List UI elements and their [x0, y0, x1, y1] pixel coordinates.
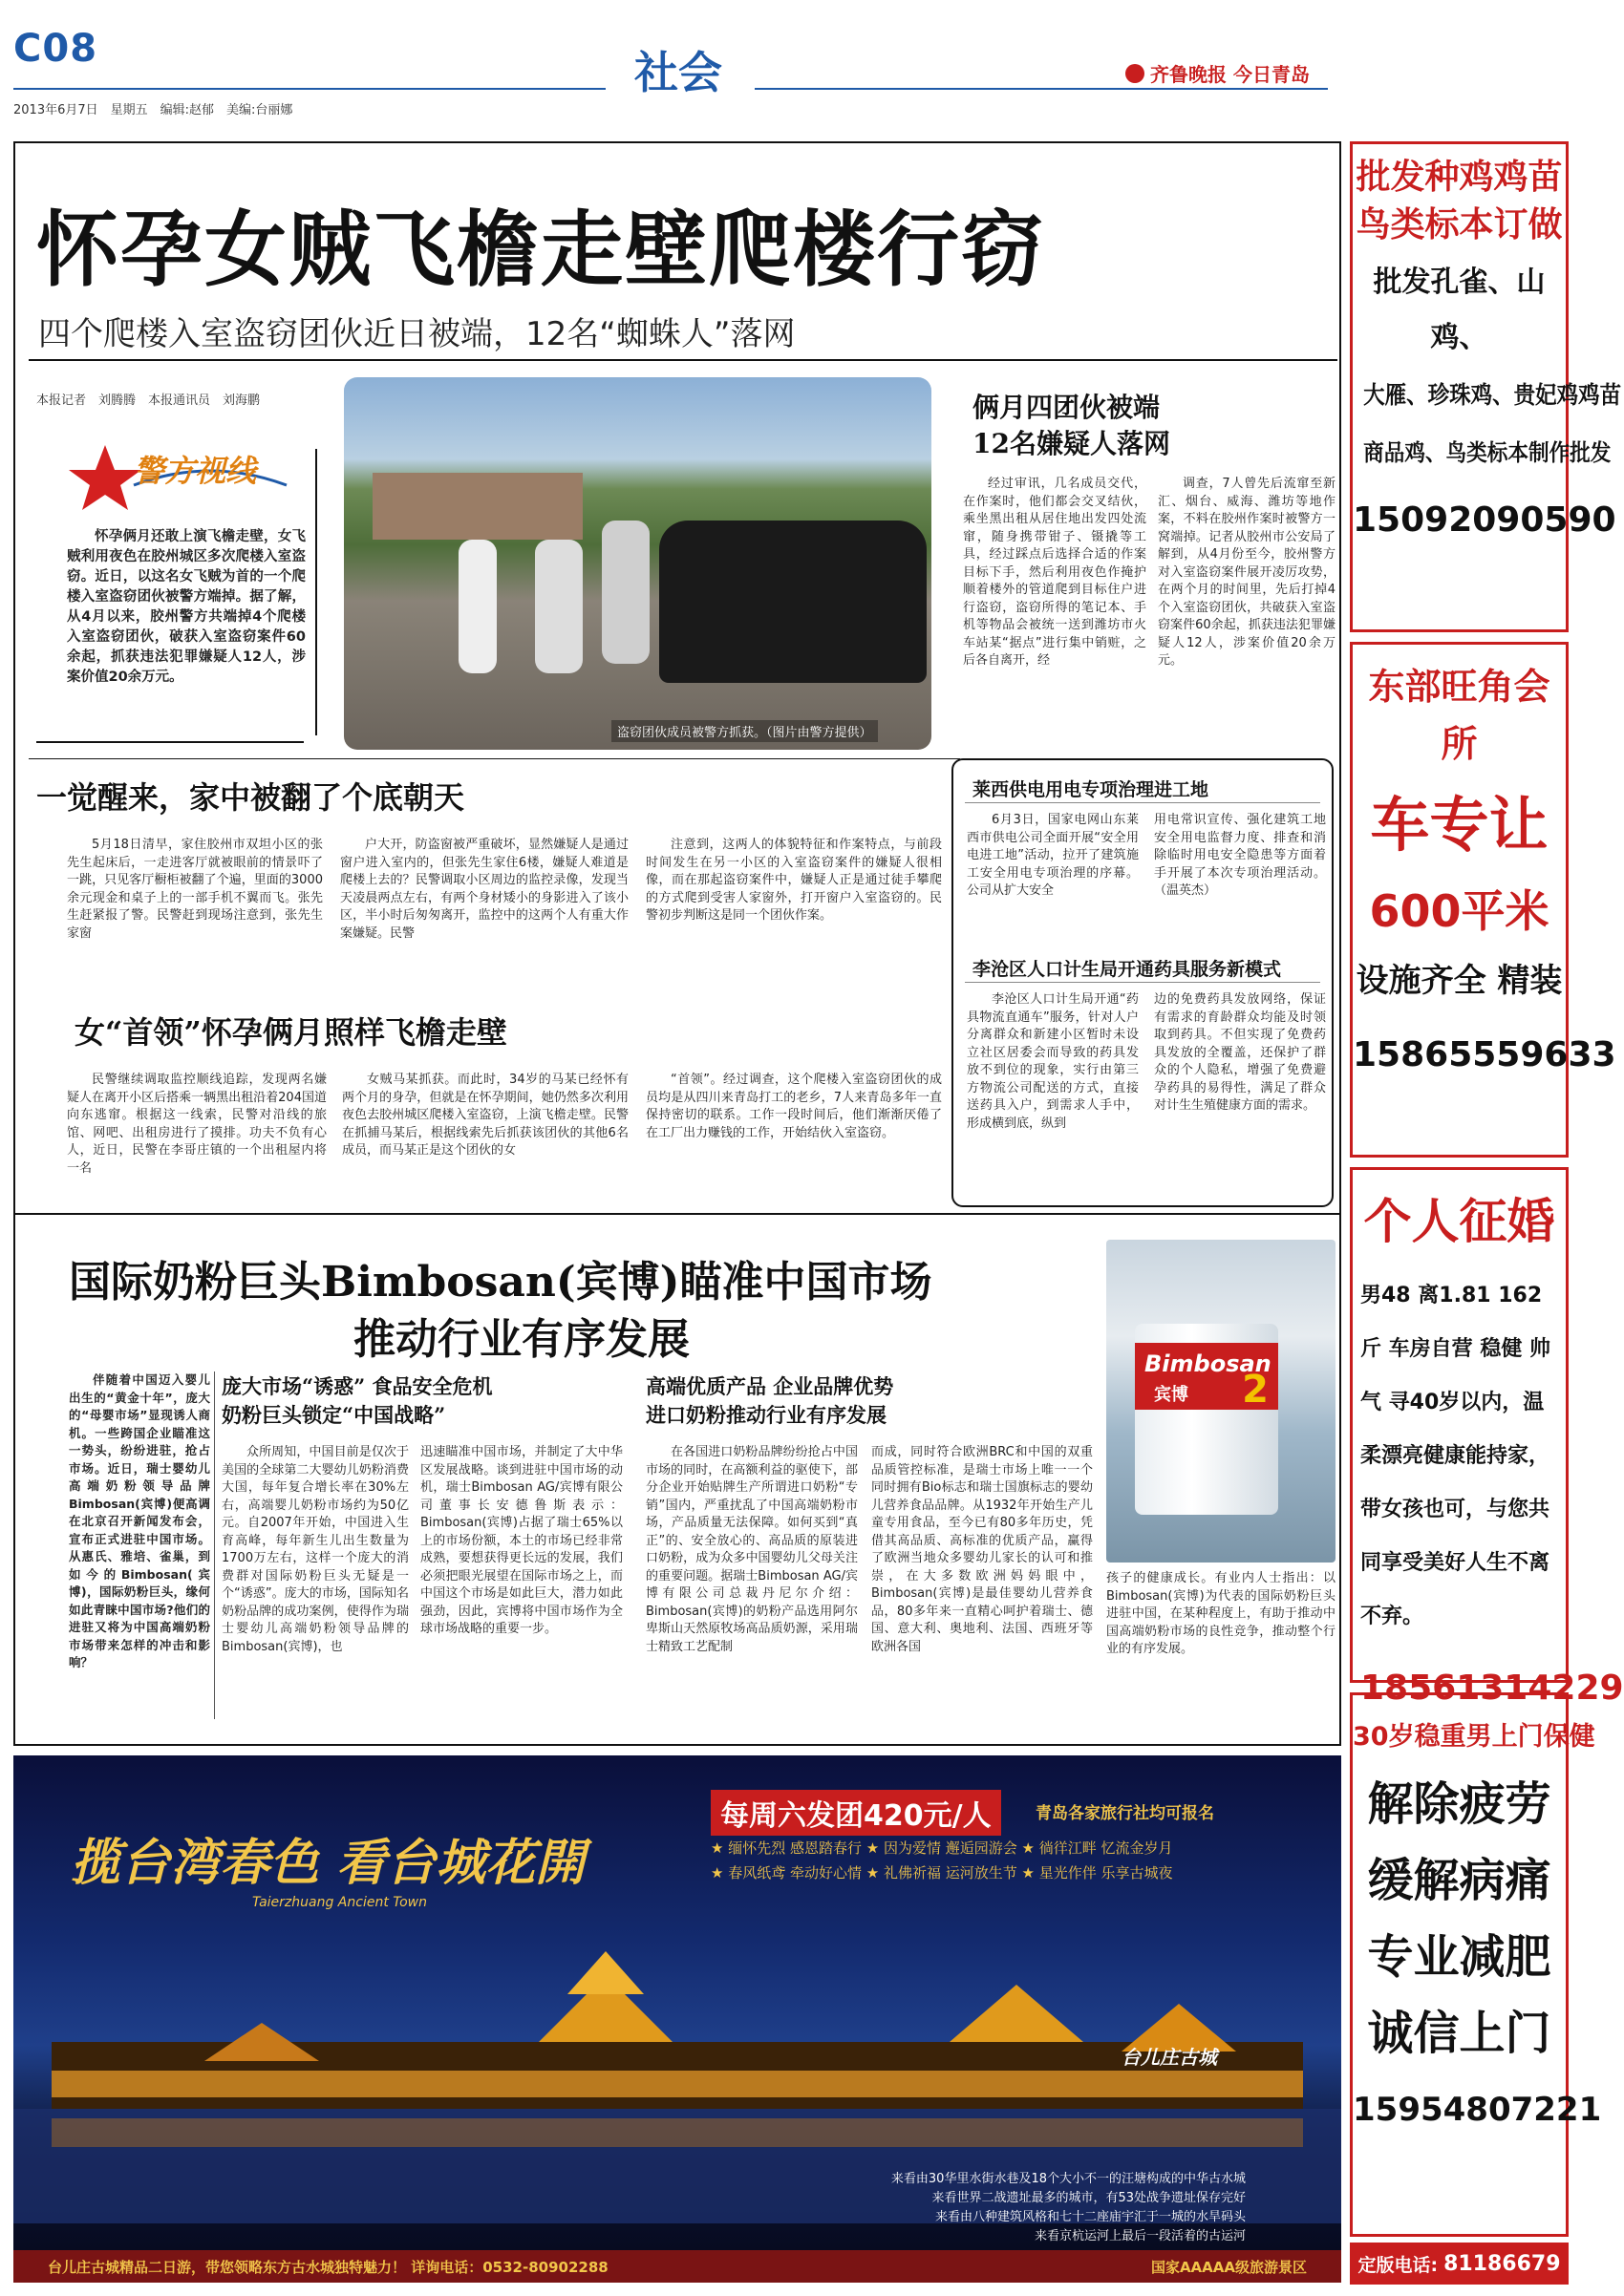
story2-sub2-col3: 孩子的健康成长。有业内人士指出：以Bimbosan(宾博)为代表的国际奶粉巨头进驻中国，在某种程度上，有助于推动中国高端奶粉市场的良性竞争，推动整个行业的有序发展。 — [1106, 1571, 1336, 1656]
brief1-title: 莱西供电用电专项治理进工地 — [972, 779, 1209, 800]
ad-marriage: 个人征婚 男48 离1.81 162斤 车房自营 稳健 帅气 寻40岁以内，温柔漂亮健康能持家，带女孩也可，与您共同享受美好人生不离不弃。 18561314229 — [1350, 1167, 1569, 1683]
police-view-logo: 警方视线 — [67, 437, 296, 514]
sub1-col3: 注意到，这两人的体貌特征和作案特点，与前段时间发生在另一小区的入室盗窃案件的嫌疑人很相像，而在那起盗窃案件中，嫌疑人正是通过徒手攀爬的方式爬到受害人家窗外，打开窗户入室盗窃的。民警初步判断这是同一个团伙作案。 — [646, 838, 942, 923]
brief1-col1: 6月3日，国家电网山东莱西市供电公司全面开展“安全用电进工地”活动，拉开了建筑施工安全用电专项治理的序幕。公司从扩大安全 — [967, 813, 1139, 898]
page-number: C08 — [13, 27, 98, 71]
story2-headline-2: 推动行业有序发展 — [353, 1315, 690, 1364]
side-title-1: 俩月四团伙被端 — [972, 392, 1161, 423]
side-title-2: 12名嫌疑人落网 — [972, 428, 1170, 459]
side-col-a: 经过审讯，几名成员交代，在作案时，他们都会交叉结伙，乘坐黑出租从居住地出发四处流窜，随身携带钳子、镊撬等工具，经过踩点后选择合适的作案目标下手，然后利用夜色作掩护顺着楼外的管道爬到目标住户进行盗窃，盗窃所得的笔记本、手机等物品会被统一送到潍坊市火车站某“据点”进行集中销赃，之后各自离开，经 — [963, 477, 1146, 668]
ad-massage: 30岁稳重男上门保健 解除疲劳 缓解病痛 专业减肥 诚信上门 15954807221 — [1350, 1692, 1569, 2237]
brief2-title: 李沧区人口计生局开通药具服务新模式 — [972, 959, 1282, 980]
brand-logo: 齐鲁晚报 今日青岛 — [1125, 59, 1310, 87]
story2-sub2b: 进口奶粉推动行业有序发展 — [646, 1403, 887, 1427]
brief2-col1: 李沧区人口计生局开通“药具物流直通车”服务，针对人户分离群众和新建小区暂时未设立社区居委会而导致的药具发放不到位的现象，实行由第三方物流公司配送的方式，直接送药具入户，到需求人手中，形成横到底，纵到 — [967, 992, 1139, 1131]
milk-can-photo — [1106, 1240, 1336, 1563]
story2-sub1-col2: 迅速瞄准中国市场，并制定了大中华区发展战略。谈到进驻中国市场的动机，瑞士Bimbosan AG/宾博有限公司董事长安德鲁斯表示：Bimbosan(宾博)占据了瑞士65%以上的市场份额，本土的市场已经非常成熟，要想获得更长远的发展，我们必须把眼光展望在国际市场之上，而中国这个市场是如此巨大，潜力如此强劲，因此，宾博将中国市场作为全球市场战略的重要一步。 — [420, 1445, 623, 1636]
ad-clubhouse: 东部旺角会所 车专让 600平米 设施齐全 精装 15865559633 — [1350, 642, 1569, 1158]
section-title: 社会 — [634, 47, 722, 98]
story2-sub1-col1: 众所周知，中国目前是仅次于美国的全球第二大婴幼儿奶粉消费大国，每年复合增长率在30%左右，高端婴儿奶粉市场约为50亿元。自2007年开始，中国进入生育高峰，每年新生儿出生数量为1700万左右，这样一个庞大的消费群对国际奶粉巨头无疑是一个“诱惑”。庞大的市场，国际知名奶粉品牌的成功案例，使得作为瑞士婴幼儿高端奶粉领导品牌的Bimbosan(宾博)，也 — [222, 1445, 409, 1654]
story2-sub1b: 奶粉巨头锁定“中国战略” — [222, 1403, 446, 1427]
sub2-col3: “首领”。经过调查，这个爬楼入室盗窃团伙的成员均是从四川来青岛打工的老乡，7人来青岛多年一直保持密切的联系。工作一段时间后，他们渐渐厌倦了在工厂出力赚钱的工作，开始结伙入室盗窃。 — [646, 1073, 942, 1140]
story1-lead: 怀孕俩月还敢上演飞檐走壁，女飞贼利用夜色在胶州城区多次爬楼入室盗窃。近日，以这名女飞贼为首的一个爬楼入室盗窃团伙被警方端掉。据了解，从4月以来，胶州警方共端掉4个爬楼入室盗窃团伙，破获入室盗窃案件60余起，抓获违法犯罪嫌疑人12人，涉案价值20余万元。 — [67, 529, 306, 685]
side-col-b: 调查，7人曾先后流窜至新汇、烟台、威海、潍坊等地作案，不料在胶州作案时被警方一窝端掉。记者从胶州市公安局了解到，从4月份至今，胶州警方对入室盗窃案件展开凌厉攻势，在两个月的时间里，先后打掉4个入室盗窃团伙，共破获入室盗窃案件60余起，抓获违法犯罪嫌疑人12人，涉案价值20余万元。 — [1158, 477, 1336, 668]
story1-subhead: 四个爬楼入室盗窃团伙近日被端，12名“蜘蛛人”落网 — [38, 315, 796, 353]
story2-headline-1: 国际奶粉巨头Bimbosan(宾博)瞄准中国市场 — [69, 1258, 932, 1307]
story2-sub2a: 高端优质产品 企业品牌优势 — [646, 1374, 894, 1398]
story2-sub2-col1: 在各国进口奶粉品牌纷纷抢占中国市场的同时，在高额利益的驱使下，部分企业开始贴牌生产所谓进口奶粉“专销”国内，严重扰乱了中国高端奶粉市场，产品质量无法保障。如何买到“真正”的、安全放心的、高品质的原装进口奶粉，成为众多中国婴幼儿父母关注的重要问题。据瑞士Bimbosan AG/宾博有限公司总裁丹尼尔介绍：Bimbosan(宾博)的奶粉产品选用阿尔卑斯山天然原牧场高品质奶源，采用瑞士精致工艺配制 — [646, 1445, 858, 1654]
sub2-col1: 民警继续调取监控顺线追踪，发现两名嫌疑人在离开小区后搭乘一辆黑出租沿着204国道向东逃窜。根据这一线索，民警对沿线的旅馆、网吧、出租房进行了摸排。功夫不负有心人，近日，民警在李哥庄镇的一个出租屋内将一名 — [67, 1073, 327, 1176]
fixed-phone-bar: 定版电话: 81186679 — [1350, 2243, 1569, 2285]
brief2-col2: 边的免费药具发放网络，保证有需求的育龄群众均能及时领取到药具。不但实现了免费药具发放的全覆盖，还保护了群众的个人隐私，增强了免费避孕药具的易得性，满足了群众对计生生殖健康方面的需求。 — [1154, 992, 1326, 1113]
sub1-col2: 户大开，防盗窗被严重破坏，显然嫌疑人是通过窗户进入室内的，但张先生家住6楼，嫌疑人难道是爬楼上去的？民警调取小区周边的监控录像，发现当天凌晨两点左右，有两个身材矮小的身影进入了该小区，半小时后匆匆离开，监控中的这两个人有重大作案嫌疑。民警 — [340, 838, 629, 941]
story2-lead: 伴随着中国迈入婴儿出生的“黄金十年”，庞大的“母婴市场”显现诱人商机。一些跨国企业瞄准这一势头，纷纷进驻，抢占市场。近日，瑞士婴幼儿高端奶粉领导品牌Bimbosan(宾博)便高调在北京召开新闻发布会，宣布正式进驻中国市场。从惠氏、雅培、雀巢，到如今的Bimbosan(宾博)，国际奶粉巨头，缘何如此青睐中国市场?他们的进驻又将为中国高端奶粉市场带来怎样的冲击和影响？ — [69, 1372, 210, 1669]
banner-footer: 台儿庄古城精品二日游，带您领略东方古水城独特魅力！ 详询电话：0532-80902288 国家AAAAA级旅游景区 — [13, 2250, 1341, 2283]
brand-circle-icon — [1125, 64, 1144, 83]
brief1-col2: 用电常识宣传、强化建筑工地安全用电监督力度、排查和消除临时用电安全隐患等方面着手开展了本次专项治理活动。（温英杰） — [1154, 813, 1326, 898]
story2-sub2-col2: 而成，同时符合欧洲BRC和中国的双重品质管控标准，是瑞士市场上唯一一个同时拥有Bio标志和瑞士国旗标志的婴幼儿营养食品品牌。从1932年开始生产儿童专用食品，至今已有80多年历史，凭借其高品质、高标准的优质产品，赢得了欧洲当地众多婴幼儿家长的认可和推崇，在大多数欧洲妈妈眼中，Bimbosan(宾博)是最佳婴幼儿营养食品，80多年来一直精心呵护着瑞士、德国、意大利、奥地利、法国、西班牙等欧洲各国 — [871, 1445, 1093, 1654]
date-line: 2013年6月7日 星期五 编辑:赵郁 美编:台丽娜 — [13, 103, 293, 117]
story2-sub1a: 庞大市场“诱惑” 食品安全危机 — [222, 1374, 493, 1398]
sub1-col1: 5月18日清早，家住胶州市双坦小区的张先生起床后，一走进客厅就被眼前的情景吓了一跳，只见客厅橱柜被翻了个遍，里面的3000余元现金和桌子上的一部手机不翼而飞。张先生赶紧报了警。民警赶到现场注意到，张先生家窗 — [67, 838, 323, 941]
sub2-title: 女“首领”怀孕俩月照样飞檐走壁 — [75, 1014, 507, 1051]
ad-chicken: 批发种鸡鸡苗 鸟类标本订做 批发孔雀、山鸡、 大雁、珍珠鸡、贵妃鸡鸡苗 商品鸡、鸟类标本制作批发 15092090590 — [1350, 141, 1569, 632]
photo-caption: 盗窃团伙成员被警方抓获。（图片由警方提供） — [611, 720, 878, 742]
sub2-col2: 女贼马某抓获。而此时，34岁的马某已经怀有两个月的身孕，但就是在怀孕期间，她仍然多次利用夜色去胶州城区爬楼入室盗窃，上演飞檐走壁。民警在抓捕马某后，根据线索先后抓获该团伙的其他6名成员，而马某正是这个团伙的女 — [342, 1073, 629, 1158]
police-photo — [344, 377, 931, 750]
story1-headline: 怀孕女贼飞檐走壁爬楼行窃 — [36, 202, 1045, 298]
byline: 本报记者 刘腾腾 本报通讯员 刘海鹏 — [36, 393, 261, 408]
milk-can: Bimbosan 宾博 2 — [1135, 1324, 1278, 1515]
tourism-banner: 揽台湾春色 看台城花開 Taierzhuang Ancient Town 每周六发团420元/人 青岛各家旅行社均可报名 ★ 缅怀先烈 感恩踏春行 ★ 因为爱情 邂逅园游会 ★ 徜徉江畔 忆流金岁月 ★ 春风纸鸢 牵动好心情 ★ 礼佛祈福 运河放生节 ★ 星光作伴 乐享古城夜 台儿庄古城 来看由30华里水街水巷及18个大小不一的汪塘构成的中华古水城 来看世界二战遗址最多的城市，有53处战争遗址保存完好 来看由八种建筑风格和七十二座庙宇汇于一城的水旱码头 来看京杭运河上最后一段活着的古运河 台儿庄古城精品二日游，带您领略东方古水城独特魅力！ 详询电话：0532-80902288 国家AAAAA级旅游景区 — [13, 1755, 1341, 2283]
sub1-title: 一觉醒来，家中被翻了个底朝天 — [36, 779, 465, 816]
